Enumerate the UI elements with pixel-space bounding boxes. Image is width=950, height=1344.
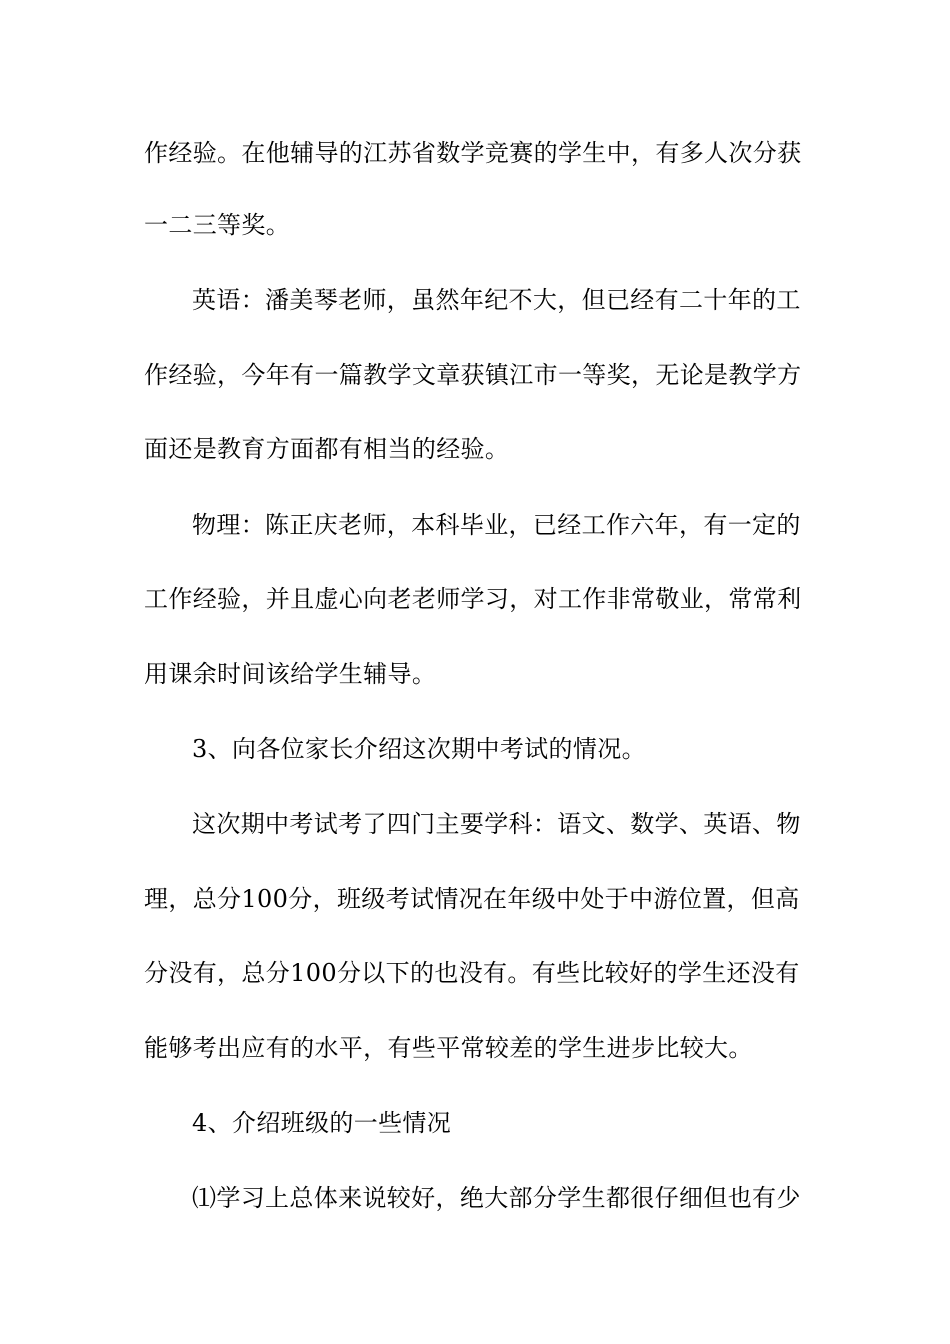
paragraph-physics-teacher: 物理：陈正庆老师，本科毕业，已经工作六年，有一定的	[192, 511, 801, 539]
text-line: 用课余时间该给学生辅导。	[144, 660, 437, 688]
paragraph-midterm: 这次期中考试考了四门主要学科：语文、数学、英语、物	[192, 810, 801, 838]
section-heading-class: 4、介绍班级的一些情况	[192, 1109, 452, 1137]
text-line: 能够考出应有的水平，有些平常较差的学生进步比较大。	[144, 1034, 753, 1062]
paragraph-study: ⑴学习上总体来说较好，绝大部分学生都很仔细但也有少	[192, 1184, 801, 1212]
section-heading-midterm: 3、向各位家长介绍这次期中考试的情况。	[192, 735, 646, 763]
text-line: 一二三等奖。	[144, 211, 291, 239]
text-line: 分没有，总分100分以下的也没有。有些比较好的学生还没有	[144, 959, 800, 987]
text-line: 面还是教育方面都有相当的经验。	[144, 435, 510, 463]
paragraph-english-teacher: 英语：潘美琴老师，虽然年纪不大，但已经有二十年的工	[192, 286, 801, 314]
text-line: 理，总分100分，班级考试情况在年级中处于中游位置，但高	[144, 885, 800, 913]
text-line: 作经验，今年有一篇教学文章获镇江市一等奖，无论是教学方	[144, 361, 802, 389]
text-line: 工作经验，并且虚心向老老师学习，对工作非常敬业，常常利	[144, 585, 802, 613]
text-line: 作经验。在他辅导的江苏省数学竞赛的学生中，有多人次分获	[144, 139, 802, 167]
